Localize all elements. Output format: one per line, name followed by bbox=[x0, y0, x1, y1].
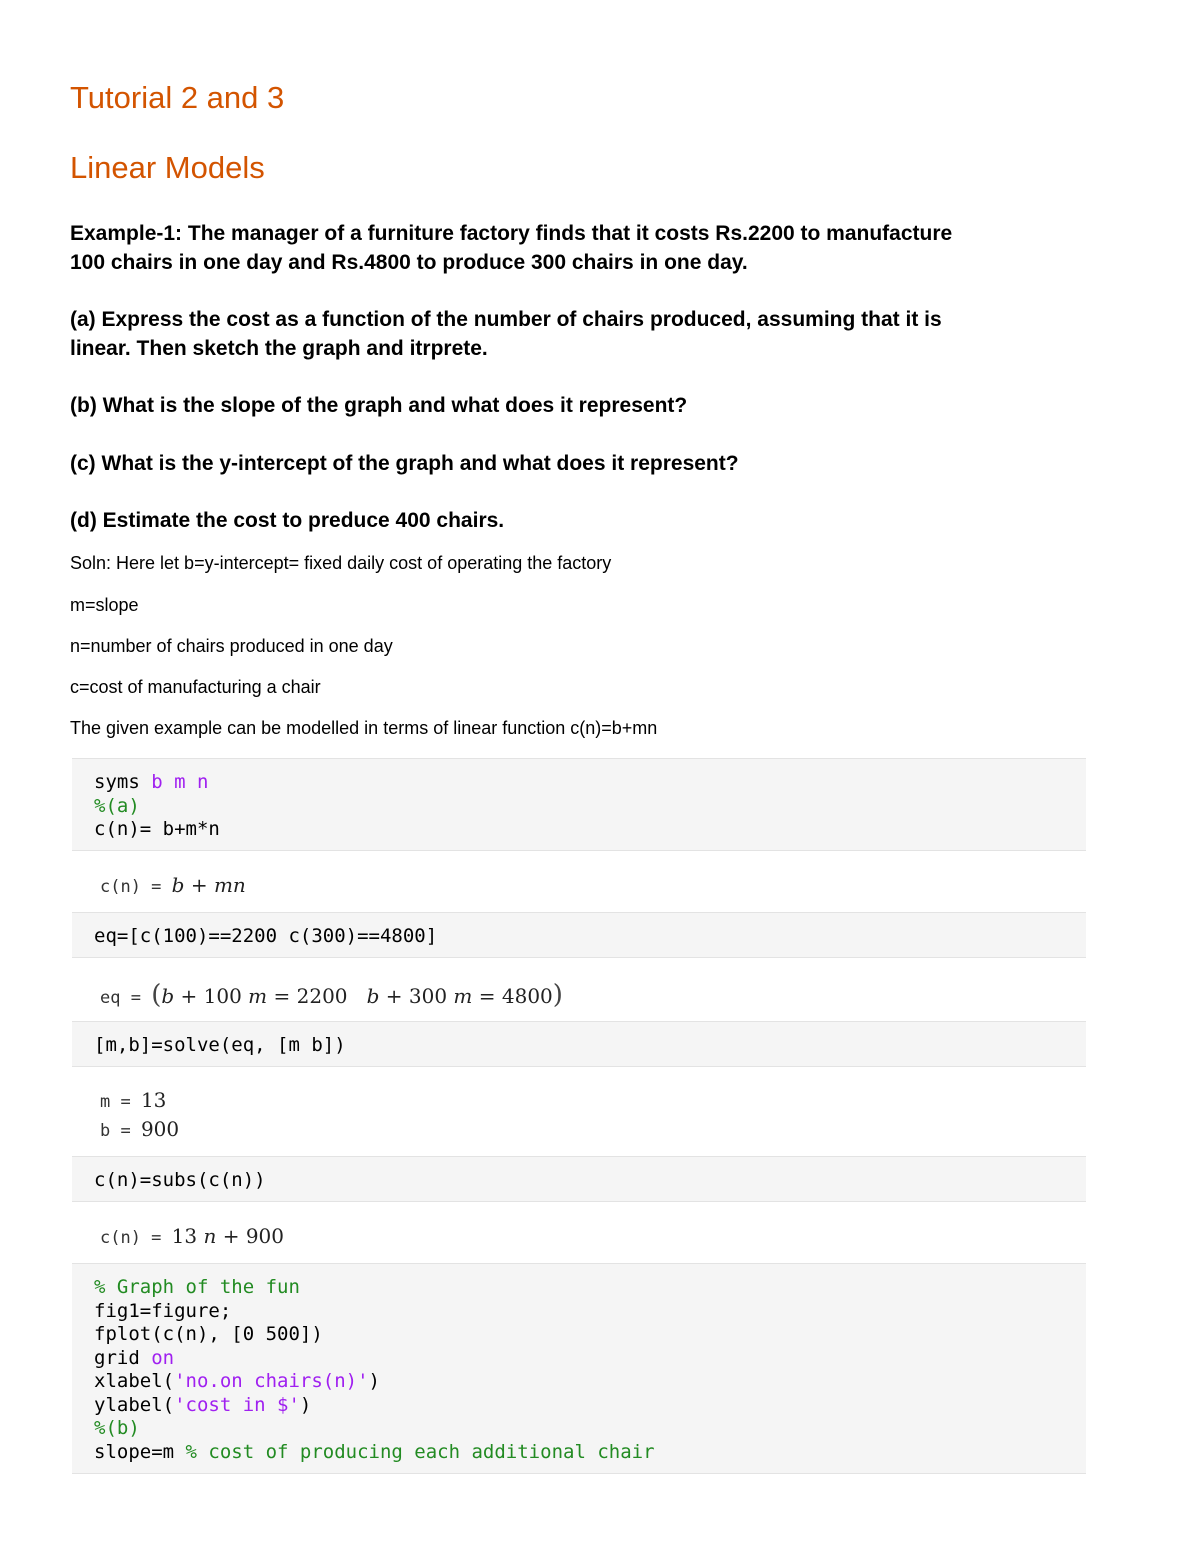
code-line: c(n)= b+m*n bbox=[94, 818, 220, 840]
example-line-2: 100 chairs in one day and Rs.4800 to produce 300 chairs in one day. bbox=[70, 251, 748, 274]
section-heading: Linear Models bbox=[70, 150, 265, 185]
question-a bbox=[70, 305, 1070, 363]
model-statement: The given example can be modelled in terms of linear function c(n)=b+mn bbox=[70, 718, 658, 738]
code-line: eq=[c(100)==2200 c(300)==4800] bbox=[94, 925, 438, 947]
code-args: b m n bbox=[151, 771, 209, 793]
question-c: (c) What is the y-intercept of the graph and what does it represent? bbox=[70, 452, 739, 475]
left-paren: ( bbox=[151, 980, 162, 1010]
output-eq: eq = (b + 100 m = 2200 b + 300 m = 4800) bbox=[100, 980, 563, 1010]
code-block-syms[interactable] bbox=[72, 758, 1086, 851]
code-block-eq[interactable] bbox=[72, 912, 1086, 958]
solution-intro: Soln: Here let b=y-intercept= fixed daily cost of operating the factory bbox=[70, 553, 612, 573]
slope-definition: m=slope bbox=[70, 595, 139, 615]
question-a-line-2: linear. Then sketch the graph and itrprete. bbox=[70, 337, 488, 360]
output-lhs: c(n) = bbox=[100, 877, 172, 897]
code-block-graph[interactable]: % Graph of the fun fig1=figure; fplot(c(n), [0 500]) grid on xlabel('no.on chairs(n)') ylabel('cost in $') %(b) slope=m % cost of producing each additional chair bbox=[72, 1263, 1086, 1474]
example-statement bbox=[70, 219, 1070, 277]
right-paren: ) bbox=[552, 980, 563, 1010]
code-line: c(n)=subs(c(n)) bbox=[94, 1169, 266, 1191]
code-block-solve[interactable] bbox=[72, 1021, 1086, 1067]
code-line: fig1=figure; bbox=[94, 1299, 232, 1322]
page-title: Tutorial 2 and 3 bbox=[70, 80, 285, 115]
example-line-1: Example-1: The manager of a furniture factory finds that it costs Rs.2200 to manufacture bbox=[70, 222, 953, 245]
output-b: b = 900 bbox=[100, 1117, 180, 1141]
question-b: (b) What is the slope of the graph and what does it represent? bbox=[70, 394, 688, 417]
n-definition: n=number of chairs produced in one day bbox=[70, 636, 393, 656]
code-keyword: syms bbox=[94, 771, 140, 793]
question-a-line-1: (a) Express the cost as a function of the number of chairs produced, assuming that it is bbox=[70, 308, 942, 331]
question-d: (d) Estimate the cost to preduce 400 chairs. bbox=[70, 509, 505, 532]
output-cn-final: c(n) = 13 n + 900 bbox=[100, 1224, 285, 1248]
code-line: fplot(c(n), [0 500]) bbox=[94, 1323, 323, 1345]
code-block-subs[interactable] bbox=[72, 1156, 1086, 1202]
code-comment: % Graph of the fun bbox=[94, 1276, 300, 1298]
code-line: [m,b]=solve(eq, [m b]) bbox=[94, 1034, 346, 1056]
output-m: m = 13 bbox=[100, 1088, 167, 1112]
code-comment: %(a) bbox=[94, 794, 140, 817]
c-definition: c=cost of manufacturing a chair bbox=[70, 677, 321, 697]
output-cn: c(n) = b + mn bbox=[100, 873, 246, 897]
code-comment: %(b) bbox=[94, 1417, 140, 1439]
